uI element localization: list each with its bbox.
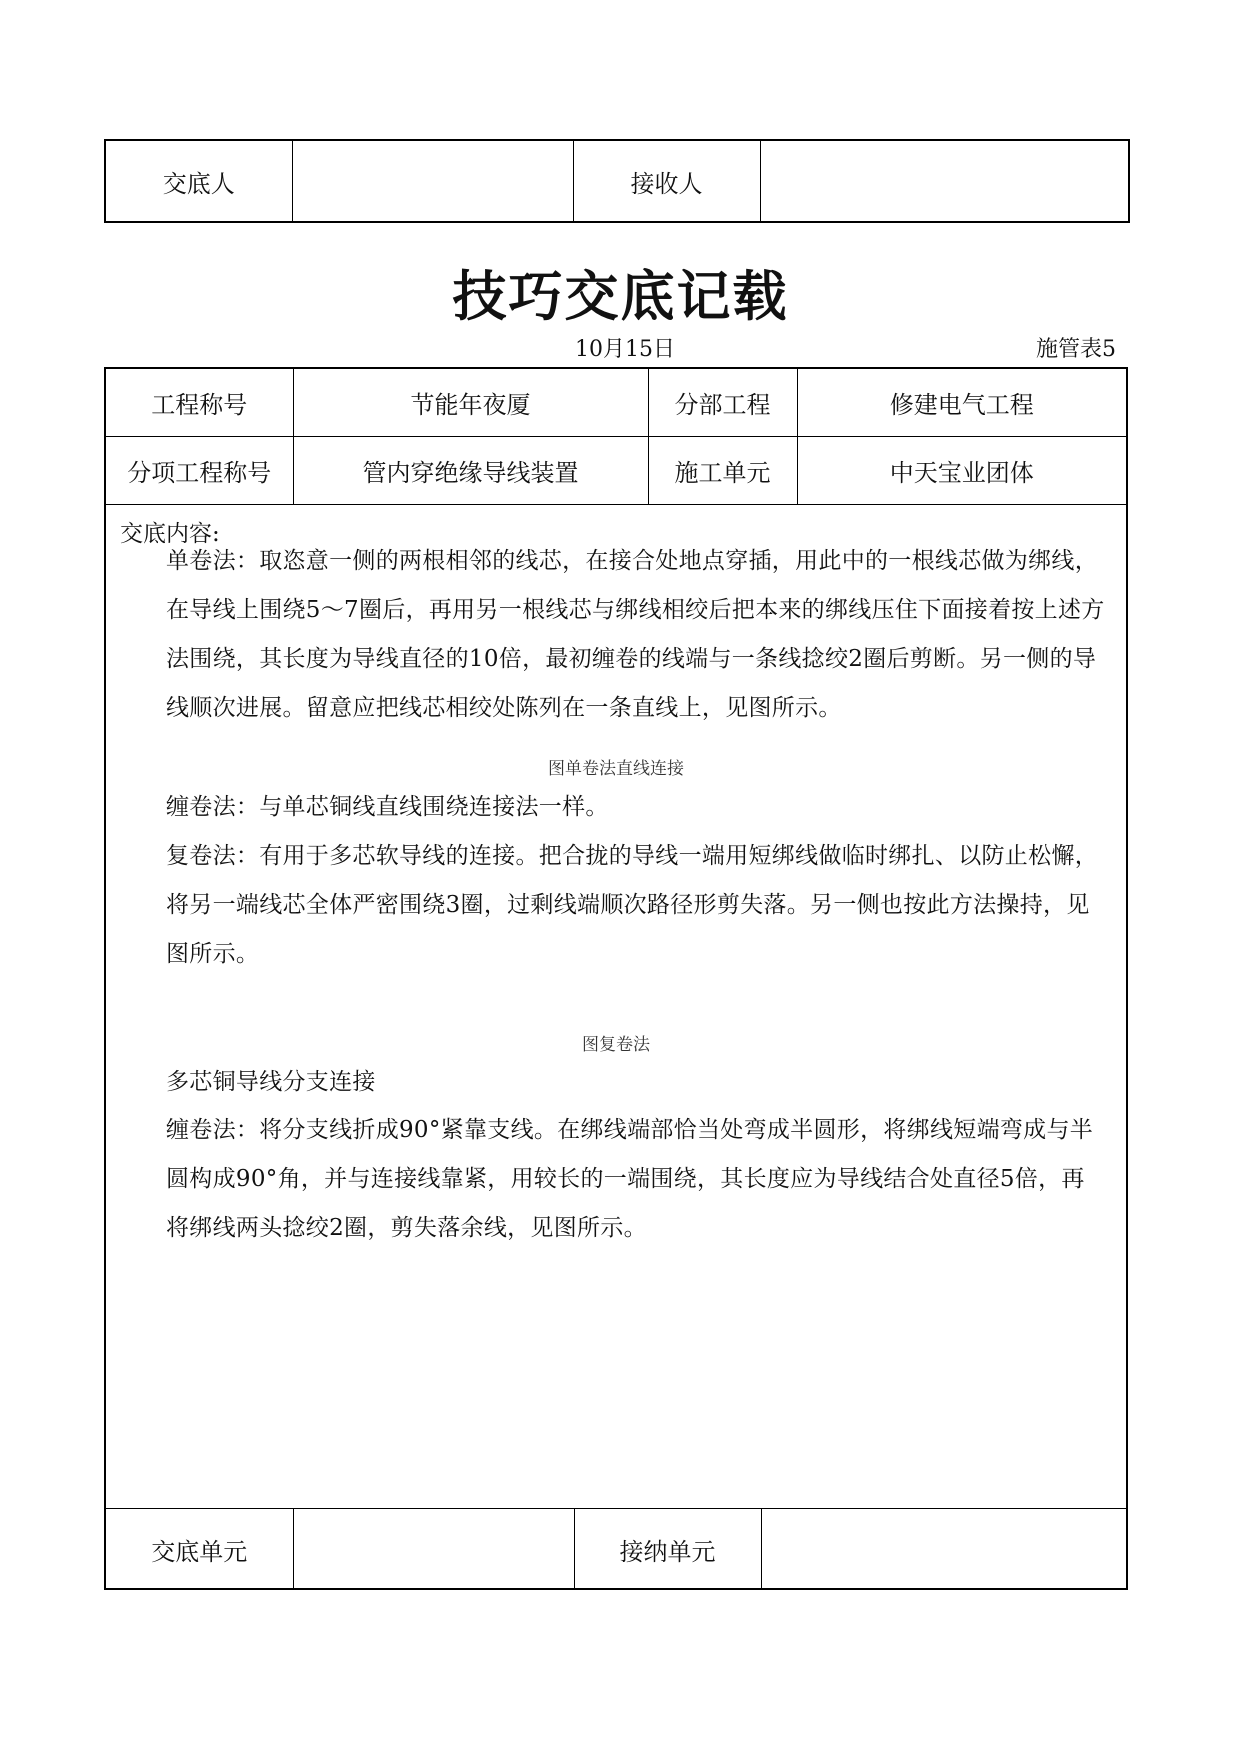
handover-signature-table — [104, 139, 1130, 223]
project-name-label: 工程称号 — [106, 369, 293, 437]
paragraph-branch-wrap: 缠卷法：将分支线折成90°紧靠支线。在绑线端部恰当处弯成半圆形，将绑线短端弯成与半圆构成90°角，并与连接线靠紧，用较长的一端围绕，其长度应为导线结合处直径5倍，再将绑线两头捻绞2圈，剪失落余线，见图所示。 — [166, 1117, 1094, 1241]
figure-caption-single-wrap: 图单卷法直线连接 — [548, 759, 684, 779]
paragraph-single-wrap: 单卷法：取恣意一侧的两根相邻的线芯，在接合处地点穿插，用此中的一根线芯做为绑线，在导线上围绕5～7圈后，再用另一根线芯与绑线相绞后把本来的绑线压住下面接着按上述方法围绕，其长度为导线直径的10倍，最初缠卷的线端与一条线捻绞2圈后剪断。另一侧的导线顺次进展。留意应把线芯相绞处陈列在一条直线上，见图所示。 — [166, 548, 1105, 721]
construction-unit-label: 施工单元 — [648, 437, 797, 505]
receiving-unit-label: 接纳单元 — [574, 1509, 761, 1590]
receiver-label: 接收人 — [573, 140, 760, 222]
handover-person-label: 交底人 — [105, 140, 292, 222]
construction-unit-value: 中天宝业团体 — [797, 437, 1126, 505]
handover-unit-label: 交底单元 — [106, 1509, 293, 1590]
form-number: 施管表5 — [1036, 337, 1116, 362]
content-label: 交底内容: — [120, 521, 220, 547]
subitem-value: 管内穿绝缘导线装置 — [293, 437, 648, 505]
paragraph-wrap-method: 缠卷法：与单芯铜线直线围绕连接法一样。 — [166, 794, 609, 820]
figure-caption-double-wrap: 图复卷法 — [582, 1035, 650, 1055]
document-title: 技巧交底记载 — [452, 265, 789, 328]
division-value: 修建电气工程 — [797, 369, 1126, 437]
subitem-label: 分项工程称号 — [106, 437, 293, 505]
paragraph-branch-heading: 多芯铜导线分支连接 — [166, 1069, 376, 1095]
handover-person-field[interactable] — [292, 140, 573, 222]
project-info-table — [106, 369, 1126, 505]
receiving-unit-field[interactable] — [761, 1509, 1126, 1590]
receiver-field[interactable] — [760, 140, 1129, 222]
handover-unit-field[interactable] — [293, 1509, 574, 1590]
project-name-value: 节能年夜厦 — [293, 369, 648, 437]
unit-signature-table — [106, 1508, 1126, 1589]
paragraph-double-wrap: 复卷法：有用于多芯软导线的连接。把合拢的导线一端用短绑线做临时绑扎、以防止松懈，将另一端线芯全体严密围绕3圈，过剩线端顺次路径形剪失落。另一侧也按此方法操持，见图所示。 — [166, 843, 1098, 967]
division-label: 分部工程 — [648, 369, 797, 437]
record-main-box — [104, 367, 1128, 1590]
document-date: 10月15日 — [575, 337, 675, 362]
